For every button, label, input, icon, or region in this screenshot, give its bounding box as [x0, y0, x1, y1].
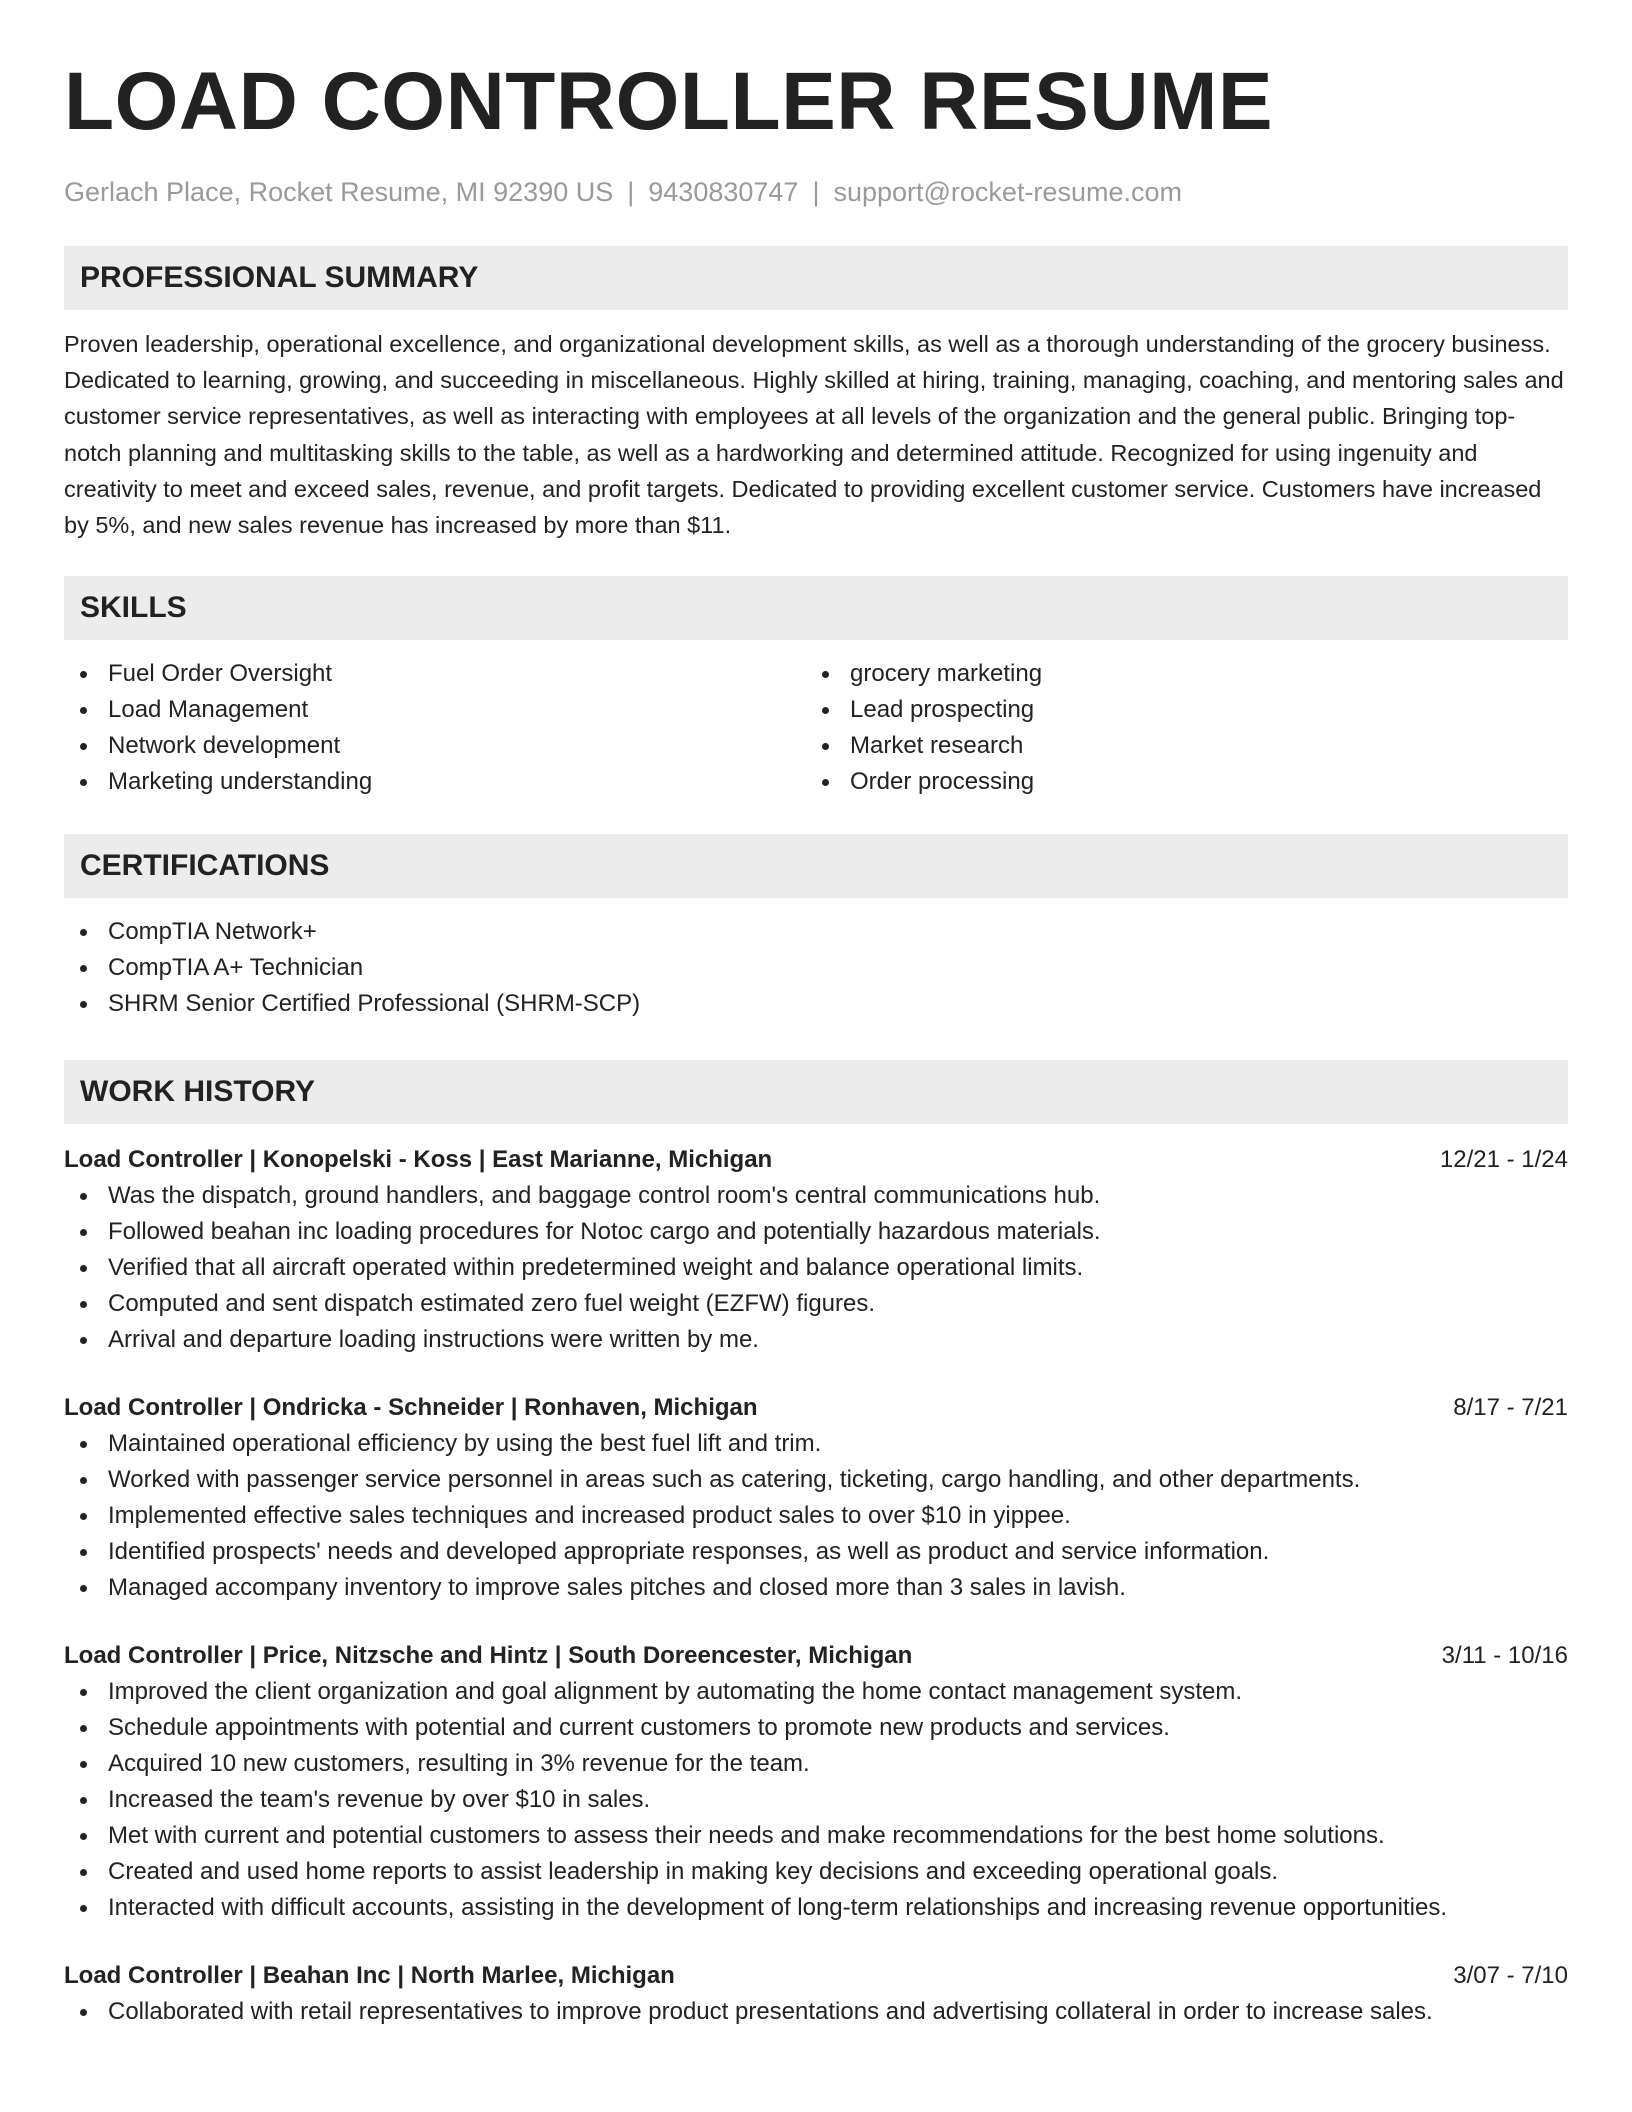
skill-item: Fuel Order Oversight [64, 656, 806, 692]
job-bullet: Computed and sent dispatch estimated zero fuel weight (EZFW) figures. [64, 1286, 1568, 1322]
job-bullet: Acquired 10 new customers, resulting in 3% revenue for the team. [64, 1746, 1568, 1782]
job-bullets [64, 1178, 1568, 1358]
job-bullets [64, 1426, 1568, 1606]
skill-item: Network development [64, 728, 806, 764]
contact-line [64, 174, 1568, 210]
job-bullets [64, 1994, 1568, 2030]
job-entry [64, 1958, 1568, 2030]
job-dates: 3/07 - 7/10 [1453, 1962, 1568, 1990]
contact-address: Gerlach Place, Rocket Resume, MI 92390 US [64, 177, 614, 207]
job-bullets [64, 1674, 1568, 1926]
job-title: Load Controller | Price, Nitzsche and Hintz | South Doreencester, Michigan [64, 1642, 913, 1670]
job-header [64, 1390, 1568, 1426]
work-history-section-header: WORK HISTORY [64, 1060, 1568, 1124]
resume-page [64, 52, 1568, 2030]
job-bullet: Verified that all aircraft operated within predetermined weight and balance operational limits. [64, 1250, 1568, 1286]
contact-separator: | [812, 177, 820, 207]
job-bullet: Implemented effective sales techniques and increased product sales to over $10 in yippee. [64, 1498, 1568, 1534]
certification-item: CompTIA Network+ [64, 914, 1568, 950]
job-bullet: Maintained operational efficiency by using the best fuel lift and trim. [64, 1426, 1568, 1462]
skill-item: Marketing understanding [64, 764, 806, 800]
skills-column-right [806, 656, 1548, 800]
job-bullet: Was the dispatch, ground handlers, and baggage control room's central communications hub. [64, 1178, 1568, 1214]
contact-separator: | [627, 177, 635, 207]
skills-section-header: SKILLS [64, 576, 1568, 640]
skill-item: grocery marketing [806, 656, 1548, 692]
certifications-list [64, 914, 1568, 1022]
summary-text: Proven leadership, operational excellence, and organizational development skills, as well as a thorough understanding of the grocery business. Dedicated to learning, growing, and succeeding in miscellaneous. Highly skilled at hiring, training, managing, coaching, and mentoring sales and customer service representatives, as well as interacting with employees at all levels of the organization and the general public. Bringing top-notch planning and multitasking skills to the table, as well as a hardworking and determined attitude. Recognized for using ingenuity and creativity to meet and exceed sales, revenue, and profit targets. Dedicated to providing excellent customer service. Customers have increased by 5%, and new sales revenue has increased by more than $11. [64, 331, 1564, 539]
job-title: Load Controller | Beahan Inc | North Marlee, Michigan [64, 1962, 675, 1990]
skill-item: Order processing [806, 764, 1548, 800]
summary-section-header: PROFESSIONAL SUMMARY [64, 246, 1568, 310]
skill-item: Lead prospecting [806, 692, 1548, 728]
job-title: Load Controller | Ondricka - Schneider | Ronhaven, Michigan [64, 1394, 758, 1422]
certification-item: SHRM Senior Certified Professional (SHRM-SCP) [64, 986, 1568, 1022]
job-bullet: Identified prospects' needs and developed appropriate responses, as well as product and service information. [64, 1534, 1568, 1570]
job-bullet: Increased the team's revenue by over $10 in sales. [64, 1782, 1568, 1818]
skills-column-left [64, 656, 806, 800]
job-header [64, 1958, 1568, 1994]
job-entry [64, 1142, 1568, 1358]
job-bullet: Collaborated with retail representatives to improve product presentations and advertising collateral in order to increase sales. [64, 1994, 1568, 2030]
job-bullet: Interacted with difficult accounts, assisting in the development of long-term relationships and increasing revenue opportunities. [64, 1890, 1568, 1926]
job-dates: 3/11 - 10/16 [1441, 1642, 1568, 1670]
job-bullet: Worked with passenger service personnel in areas such as catering, ticketing, cargo handling, and other departments. [64, 1462, 1568, 1498]
skill-item: Load Management [64, 692, 806, 728]
skills-grid [64, 656, 1568, 800]
certification-item: CompTIA A+ Technician [64, 950, 1568, 986]
job-header [64, 1142, 1568, 1178]
job-bullet: Followed beahan inc loading procedures for Notoc cargo and potentially hazardous materials. [64, 1214, 1568, 1250]
job-bullet: Improved the client organization and goal alignment by automating the home contact management system. [64, 1674, 1568, 1710]
resume-title: LOAD CONTROLLER RESUME [64, 56, 1274, 147]
job-bullet: Met with current and potential customers to assess their needs and make recommendations for the best home solutions. [64, 1818, 1568, 1854]
job-entry [64, 1638, 1568, 1926]
job-dates: 12/21 - 1/24 [1439, 1146, 1568, 1174]
job-title: Load Controller | Konopelski - Koss | East Marianne, Michigan [64, 1146, 773, 1174]
job-bullet: Created and used home reports to assist leadership in making key decisions and exceeding operational goals. [64, 1854, 1568, 1890]
certifications-section-header: CERTIFICATIONS [64, 834, 1568, 898]
job-header [64, 1638, 1568, 1674]
contact-email[interactable]: support@rocket-resume.com [833, 177, 1182, 207]
job-bullet: Arrival and departure loading instructions were written by me. [64, 1322, 1568, 1358]
job-entry [64, 1390, 1568, 1606]
job-bullet: Schedule appointments with potential and current customers to promote new products and services. [64, 1710, 1568, 1746]
job-bullet: Managed accompany inventory to improve sales pitches and closed more than 3 sales in lavish. [64, 1570, 1568, 1606]
job-dates: 8/17 - 7/21 [1453, 1394, 1568, 1422]
contact-phone: 9430830747 [648, 177, 799, 207]
skill-item: Market research [806, 728, 1548, 764]
